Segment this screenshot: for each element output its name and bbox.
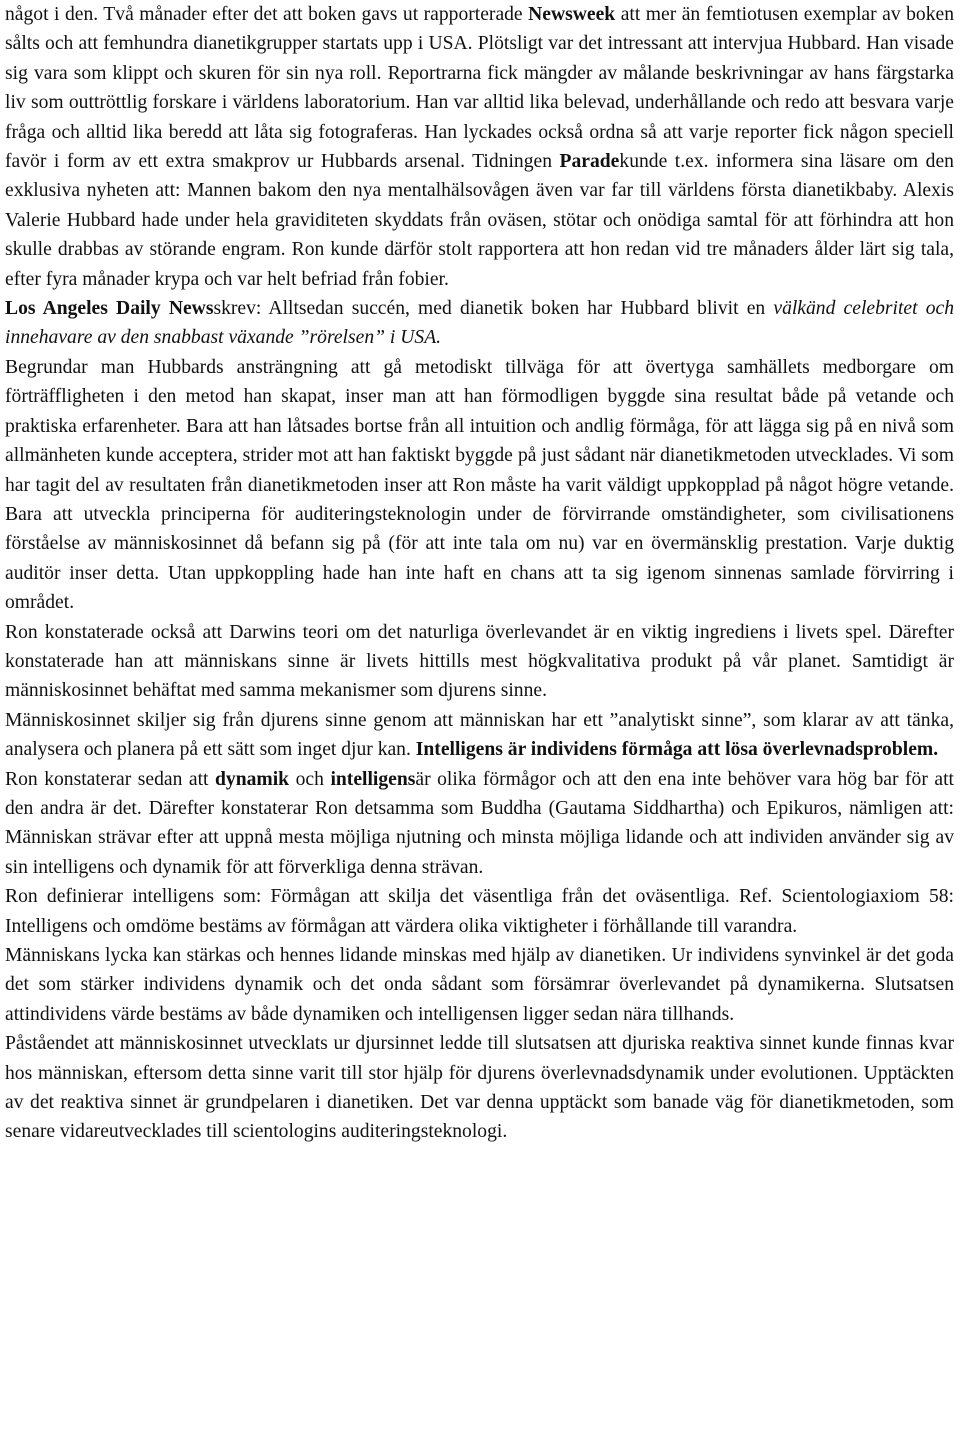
paragraph-reaktiva-sinnet: Påståendet att människosinnet utvecklats ur djursinnet ledde till slutsatsen att djuriska reaktiva sinnet kunde finnas kvar hos människan, eftersom detta sinne varit till stor hjälp för djurens överlevnadsdynamik under evolutionen. Upptäckten av det reaktiva sinnet är grundpelaren i dianetiken. Det var denna upptäckt som banade väg för dianetikmetoden, som senare vidareutvecklades till scientologins auditeringsteknologi. bbox=[5, 1033, 954, 1143]
text: Människosinnet skiljer sig från djurens sinne genom att människan har ett ”analytiskt sinne”, som klarar av att tänka, analysera och planera på ett sätt som inget djur kan. bbox=[5, 709, 954, 761]
publication-parade: Parade bbox=[559, 151, 620, 173]
paragraph-darwin: Ron konstaterade också att Darwins teori om det naturliga överlevandet är en viktig ingrediens i livets spel. Därefter konstaterade han att människans sinne är livets hittills mest högkvalitativa produkt på vår planet. Samtidigt är människosinnet behäftat med samma mekanismer som djurens sinne. bbox=[5, 621, 954, 702]
paragraph-begrundar: Begrundar man Hubbards ansträngning att gå metodiskt tillväga för att övertyga samhällets medborgare om förträffligheten i den metod han skapat, inser man att han förmodligen byggde sina resultat både på vetande och praktiska erfarenheter. Bara att han låtsades bortse från all intuition och andlig förmåga, för att lägga sig på en nivå som allmänheten kunde acceptera, strider mot att han faktiskt byggde på just sådant när dianetikmetoden utvecklades. Vi som har tagit del av resultaten från dianetikmetoden inser att Ron måste ha varit väldigt uppkopplad på något högre vetande. Bara att utveckla principerna för auditeringsteknologin under de förvirrande omständigheter, som civilisationens förståelse av människosinnet då befann sig på (för att inte tala om nu) var en övermänsklig prestation. Varje duktig auditör inser detta. Utan uppkoppling hade han inte haft en chans att ta sig igenom sinnenas samlade förvirring i området. bbox=[5, 356, 954, 614]
paragraph-analytiskt-sinne bbox=[5, 706, 954, 765]
text: är olika förmågor och att den ena inte behöver vara hög bar för att den andra är det. Därefter konstaterar Ron detsamma som Buddha (Gautama Siddhartha) och Epikuros, nämligen att: Människan strävar efter att uppnå mesta möjliga njutning och minsta möjliga lidande och att individen använder sig av sin intelligens och dynamik för att förverkliga denna strävan. bbox=[5, 768, 954, 878]
term-intelligens: intelligens bbox=[330, 768, 416, 790]
text: och bbox=[289, 768, 331, 790]
text: Ron konstaterar sedan att bbox=[5, 768, 216, 790]
quote: välkänd celebritet och innehavare av den snabbast växande ”rörelsen” i USA. bbox=[5, 298, 954, 349]
paragraph-newsweek bbox=[5, 0, 954, 294]
text: att mer än femtiotusen exemplar av boken sålts och att femhundra dianetikgrupper startats upp i USA. Plötsligt var det intressant att intervjua Hubbard. Han visade sig vara som klippt och skuren för sin nya roll. Reportrarna fick mängder av målande beskrivningar av hans färgstarka liv som outtröttlig forskare i världens laboratorium. Han var alltid lika belevad, underhållande och redo att besvara varje fråga och alltid lika beredd att låta sig fotograferas. Han lyckades också ordna så att varje reporter fick någon speciell favör i form av ett extra smakprov ur Hubbards arsenal. Tidningen bbox=[5, 4, 954, 173]
term-dynamik: dynamik bbox=[215, 768, 290, 790]
paragraph-lycka: Människans lycka kan stärkas och hennes lidande minskas med hjälp av dianetiken. Ur individens synvinkel är det goda det som stärker individens dynamik och det onda sådant som försämrar överlevandet på dynamikerna. Slutsatsen attindividens värde bestäms av både dynamiken och intelligensen ligger sedan nära tillhands. bbox=[5, 945, 954, 1025]
paragraph-dynamik bbox=[5, 765, 954, 883]
text: skrev: Alltsedan succén, med dianetik boken har Hubbard blivit en bbox=[213, 298, 774, 320]
publication-la-daily-news: Los Angeles Daily News bbox=[5, 298, 214, 320]
text: kunde t.ex. informera sina läsare om den exklusiva nyheten att: Mannen bakom den nya mentalhälsovågen även var far till världens första dianetikbaby. Alexis Valerie Hubbard hade under hela graviditeten skyddats från oväsen, stötar och onödiga samtal för att förhindra att hon skulle drabbas av störande engram. Ron kunde därför stolt rapportera att hon redan vid tre månaders ålder lärt sig tala, efter fyra månader krypa och var helt befriad från fobier. bbox=[5, 151, 954, 290]
text: något i den. Två månader efter det att boken gavs ut rapporterade bbox=[5, 4, 529, 25]
paragraph-la-daily-news bbox=[5, 294, 954, 353]
publication-newsweek: Newsweek bbox=[528, 4, 616, 25]
paragraph-definition: Ron definierar intelligens som: Förmågan att skilja det väsentliga från det oväsentliga. Ref. Scientologiaxiom 58: Intelligens och omdöme bestäms av förmågan att värdera olika viktigheter i förhållande till varandra. bbox=[5, 886, 954, 937]
definition-intelligens: Intelligens är individens förmåga att lösa överlevnadsproblem. bbox=[415, 739, 939, 761]
